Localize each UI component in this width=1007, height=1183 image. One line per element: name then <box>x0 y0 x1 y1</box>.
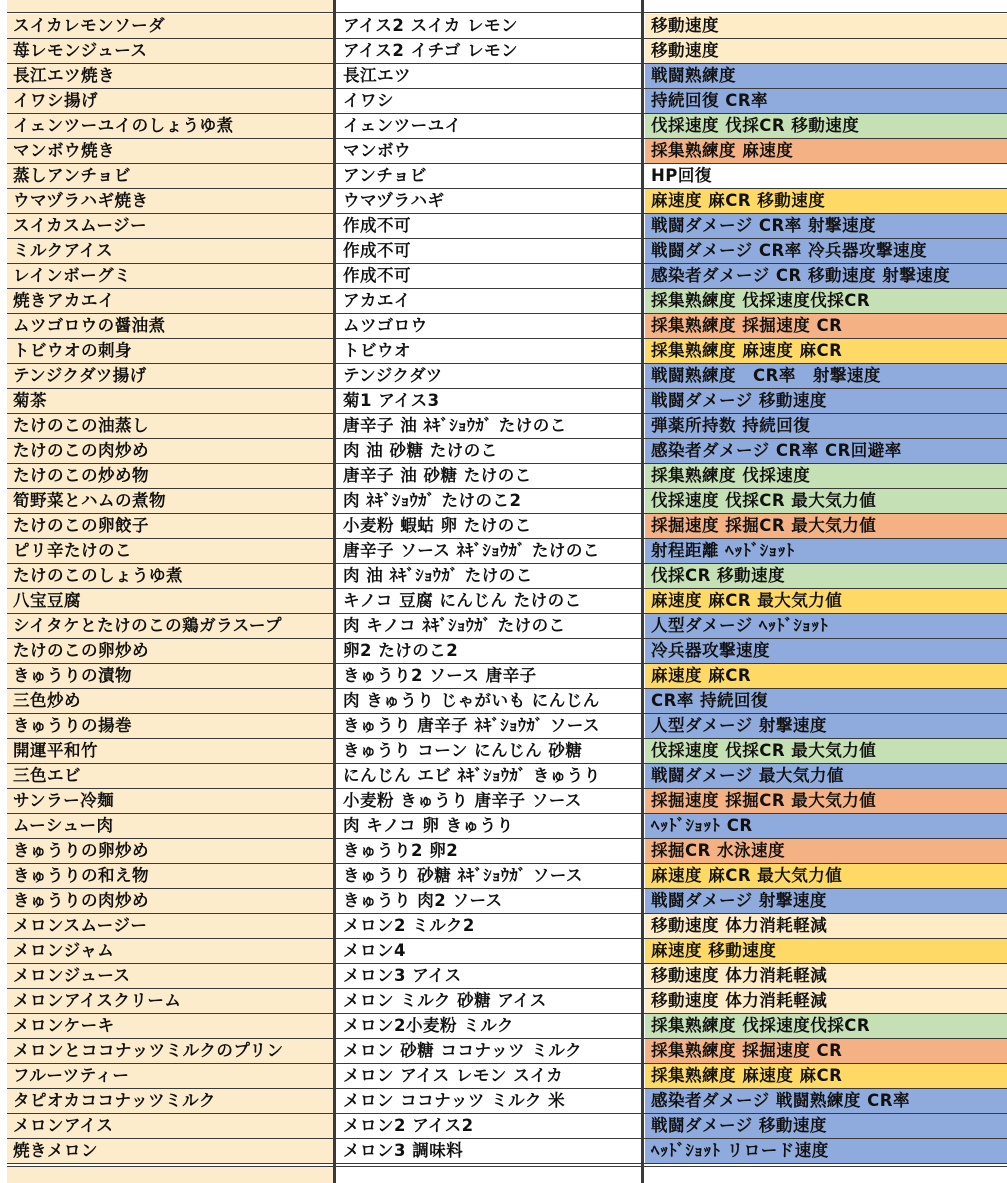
table-row <box>0 664 1007 689</box>
ingredients-cell[interactable]: 唐辛子 油 砂糖 たけのこ <box>337 464 641 488</box>
table-row <box>0 914 1007 939</box>
table-row <box>0 1114 1007 1139</box>
recipe-name-cell[interactable]: ウマヅラハギ焼き <box>7 189 333 213</box>
recipe-name-cell[interactable]: たけのこの卵炒め <box>7 639 333 663</box>
ingredients-cell[interactable]: 肉 きゅうり じゃがいも にんじん <box>337 689 641 713</box>
recipe-name-cell[interactable]: 苺レモンジュース <box>7 39 333 63</box>
table-row <box>0 489 1007 514</box>
recipe-name-cell[interactable]: きゅうりの卵炒め <box>7 839 333 863</box>
ingredients-cell[interactable]: にんじん エビ ﾈｷﾞｼｮｳｶﾞ きゅうり <box>337 764 641 788</box>
effect-cell[interactable]: 移動速度 <box>645 39 1007 63</box>
column-divider <box>333 0 336 1183</box>
ingredients-cell[interactable]: ムツゴロウ <box>337 314 641 338</box>
effect-cell[interactable]: 採集熟練度 麻速度 <box>645 139 1007 163</box>
recipe-name-cell[interactable]: 三色エビ <box>7 764 333 788</box>
recipe-name-cell[interactable]: タピオカココナッツミルク <box>7 1089 333 1113</box>
table-row <box>0 89 1007 114</box>
effect-cell[interactable]: 採掘CR 水泳速度 <box>645 839 1007 863</box>
table-row <box>0 264 1007 289</box>
recipe-name-cell[interactable]: レインボーグミ <box>7 264 333 288</box>
recipe-name-cell[interactable]: きゅうりの漬物 <box>7 664 333 688</box>
table-row <box>0 539 1007 564</box>
ingredients-cell[interactable]: 菊1 アイス3 <box>337 389 641 413</box>
effect-cell[interactable]: 持続回復 CR率 <box>645 89 1007 113</box>
effect-cell[interactable]: 採集熟練度 採掘速度 CR <box>645 314 1007 338</box>
recipe-name-cell[interactable]: たけのこの肉炒め <box>7 439 333 463</box>
effect-cell[interactable]: 移動速度 体力消耗軽減 <box>645 914 1007 938</box>
effect-cell[interactable]: 採掘速度 採掘CR 最大気力値 <box>645 514 1007 538</box>
recipe-name-cell[interactable]: スイカレモンソーダ <box>7 14 333 38</box>
effect-cell[interactable] <box>645 1167 1007 1183</box>
ingredients-cell[interactable]: きゅうり 唐辛子 ﾈｷﾞｼｮｳｶﾞ ソース <box>337 714 641 738</box>
ingredients-cell[interactable]: 作成不可 <box>337 239 641 263</box>
recipe-name-cell[interactable]: フルーツティー <box>7 1064 333 1088</box>
recipe-name-cell[interactable]: 筍野菜とハムの煮物 <box>7 489 333 513</box>
table-row <box>0 1064 1007 1089</box>
effect-cell[interactable]: 射程距離 ﾍｯﾄﾞｼｮｯﾄ <box>645 539 1007 563</box>
ingredients-cell[interactable]: イワシ <box>337 89 641 113</box>
recipe-name-cell[interactable]: 開運平和竹 <box>7 739 333 763</box>
ingredients-cell[interactable]: メロン アイス レモン スイカ <box>337 1064 641 1088</box>
effect-cell[interactable]: 採集熟練度 伐採速度伐採CR <box>645 1014 1007 1038</box>
recipe-name-cell[interactable]: メロンとココナッツミルクのプリン <box>7 1039 333 1063</box>
ingredients-cell[interactable]: きゅうり 砂糖 ﾈｷﾞｼｮｳｶﾞ ソース <box>337 864 641 888</box>
ingredients-cell[interactable]: メロン2 アイス2 <box>337 1114 641 1138</box>
effect-cell[interactable]: 採掘速度 採掘CR 最大気力値 <box>645 789 1007 813</box>
ingredients-cell[interactable]: きゅうり2 卵2 <box>337 839 641 863</box>
ingredients-cell[interactable]: 唐辛子 ソース ﾈｷﾞｼｮｳｶﾞ たけのこ <box>337 539 641 563</box>
table-row <box>0 239 1007 264</box>
table-row <box>0 839 1007 864</box>
table-row <box>0 389 1007 414</box>
ingredients-cell[interactable]: ウマヅラハギ <box>337 189 641 213</box>
ingredients-cell[interactable]: 肉 キノコ ﾈｷﾞｼｮｳｶﾞ たけのこ <box>337 614 641 638</box>
ingredients-cell[interactable]: メロン2小麦粉 ミルク <box>337 1014 641 1038</box>
table-row <box>0 289 1007 314</box>
recipe-name-cell[interactable]: イェンツーユイのしょうゆ煮 <box>7 114 333 138</box>
effect-cell[interactable]: 戦闘ダメージ CR率 冷兵器攻撃速度 <box>645 239 1007 263</box>
effect-cell[interactable]: 採集熟練度 麻速度 麻CR <box>645 1064 1007 1088</box>
effect-cell[interactable]: 戦闘熟練度 <box>645 64 1007 88</box>
table-row <box>0 339 1007 364</box>
table-row <box>0 64 1007 89</box>
effect-cell[interactable]: 感染者ダメージ 戦闘熟練度 CR率 <box>645 1089 1007 1113</box>
effect-cell[interactable]: 伐採CR 移動速度 <box>645 564 1007 588</box>
recipe-name-cell[interactable]: 三色炒め <box>7 689 333 713</box>
ingredients-cell[interactable]: 唐辛子 油 ﾈｷﾞｼｮｳｶﾞ たけのこ <box>337 414 641 438</box>
table-row <box>0 514 1007 539</box>
ingredients-cell[interactable]: メロン2 ミルク2 <box>337 914 641 938</box>
effect-cell[interactable]: HP回復 <box>645 164 1007 188</box>
table-row <box>0 939 1007 964</box>
recipe-name-cell[interactable]: きゅうりの肉炒め <box>7 889 333 913</box>
table-row <box>0 789 1007 814</box>
ingredients-cell[interactable]: メロン 砂糖 ココナッツ ミルク <box>337 1039 641 1063</box>
ingredients-cell[interactable]: きゅうり2 ソース 唐辛子 <box>337 664 641 688</box>
recipe-name-cell[interactable]: きゅうりの揚巻 <box>7 714 333 738</box>
ingredients-cell[interactable]: 作成不可 <box>337 264 641 288</box>
effect-cell[interactable]: 採集熟練度 伐採速度伐採CR <box>645 289 1007 313</box>
effect-cell[interactable]: 移動速度 体力消耗軽減 <box>645 989 1007 1013</box>
table-row <box>0 989 1007 1014</box>
recipe-name-cell[interactable]: メロンジュース <box>7 964 333 988</box>
recipe-name-cell[interactable]: きゅうりの和え物 <box>7 864 333 888</box>
table-row <box>0 689 1007 714</box>
effect-cell[interactable]: 麻速度 移動速度 <box>645 939 1007 963</box>
ingredients-cell[interactable]: 作成不可 <box>337 214 641 238</box>
effect-cell[interactable]: 採集熟練度 伐採速度 <box>645 464 1007 488</box>
effect-cell[interactable]: 冷兵器攻撃速度 <box>645 639 1007 663</box>
table-row <box>0 764 1007 789</box>
table-row <box>0 639 1007 664</box>
effect-cell[interactable]: 伐採速度 伐採CR 最大気力値 <box>645 739 1007 763</box>
ingredients-cell[interactable]: きゅうり コーン にんじん 砂糖 <box>337 739 641 763</box>
table-row <box>0 464 1007 489</box>
effect-cell[interactable]: 採集熟練度 採掘速度 CR <box>645 1039 1007 1063</box>
ingredients-cell[interactable]: 卵2 たけのこ2 <box>337 639 641 663</box>
recipe-name-cell[interactable]: メロンジャム <box>7 939 333 963</box>
ingredients-cell[interactable]: アンチョビ <box>337 164 641 188</box>
ingredients-cell[interactable]: アイス2 スイカ レモン <box>337 14 641 38</box>
ingredients-cell[interactable]: アイス2 イチゴ レモン <box>337 39 641 63</box>
recipe-name-cell[interactable]: たけのこの卵餃子 <box>7 514 333 538</box>
ingredients-cell[interactable]: マンボウ <box>337 139 641 163</box>
ingredients-cell[interactable] <box>337 0 641 12</box>
recipe-name-cell[interactable]: トビウオの刺身 <box>7 339 333 363</box>
recipe-name-cell[interactable]: ムツゴロウの醤油煮 <box>7 314 333 338</box>
recipe-name-cell[interactable]: 蒸しアンチョビ <box>7 164 333 188</box>
effect-cell[interactable]: 弾薬所持数 持続回復 <box>645 414 1007 438</box>
table-row <box>0 1139 1007 1164</box>
effect-cell[interactable]: 麻速度 麻CR 最大気力値 <box>645 864 1007 888</box>
recipe-name-cell[interactable]: テンジクダツ揚げ <box>7 364 333 388</box>
table-row <box>0 589 1007 614</box>
effect-cell[interactable]: 戦闘ダメージ 最大気力値 <box>645 764 1007 788</box>
ingredients-cell[interactable]: メロン ミルク 砂糖 アイス <box>337 989 641 1013</box>
effect-cell[interactable]: 戦闘ダメージ 移動速度 <box>645 1114 1007 1138</box>
table-row <box>0 1039 1007 1064</box>
left-margin <box>0 0 7 1183</box>
recipe-name-cell[interactable]: ピリ辛たけのこ <box>7 539 333 563</box>
table-row <box>0 314 1007 339</box>
recipe-name-cell[interactable]: スイカスムージー <box>7 214 333 238</box>
recipe-name-cell[interactable]: たけのこのしょうゆ煮 <box>7 564 333 588</box>
table-row <box>0 364 1007 389</box>
recipe-name-cell[interactable]: たけのこの油蒸し <box>7 414 333 438</box>
ingredients-cell[interactable] <box>337 1167 641 1183</box>
table-row <box>0 564 1007 589</box>
effect-cell[interactable]: 戦闘ダメージ 射撃速度 <box>645 889 1007 913</box>
ingredients-cell[interactable]: 肉 油 ﾈｷﾞｼｮｳｶﾞ たけのこ <box>337 564 641 588</box>
effect-cell[interactable]: 人型ダメージ 射撃速度 <box>645 714 1007 738</box>
effect-cell[interactable]: 移動速度 体力消耗軽減 <box>645 964 1007 988</box>
table-row <box>0 189 1007 214</box>
recipe-name-cell[interactable]: サンラー冷麺 <box>7 789 333 813</box>
ingredients-cell[interactable]: 肉 ﾈｷﾞｼｮｳｶﾞ たけのこ2 <box>337 489 641 513</box>
partial-row-bottom <box>0 1166 1007 1183</box>
effect-cell[interactable]: 戦闘ダメージ 移動速度 <box>645 389 1007 413</box>
effect-cell[interactable]: 麻速度 麻CR 移動速度 <box>645 189 1007 213</box>
effect-cell[interactable]: 感染者ダメージ CR率 CR回避率 <box>645 439 1007 463</box>
effect-cell[interactable]: 戦闘ダメージ CR率 射撃速度 <box>645 214 1007 238</box>
recipe-name-cell[interactable]: メロンアイス <box>7 1114 333 1138</box>
table-row <box>0 714 1007 739</box>
ingredients-cell[interactable]: メロン3 調味料 <box>337 1139 641 1163</box>
effect-cell[interactable]: 戦闘熟練度 CR率 射撃速度 <box>645 364 1007 388</box>
recipe-name-cell[interactable]: メロンアイスクリーム <box>7 989 333 1013</box>
recipe-name-cell[interactable]: マンボウ焼き <box>7 139 333 163</box>
ingredients-cell[interactable]: 肉 油 砂糖 たけのこ <box>337 439 641 463</box>
recipe-name-cell[interactable]: 焼きメロン <box>7 1139 333 1163</box>
ingredients-cell[interactable]: きゅうり 肉2 ソース <box>337 889 641 913</box>
table-row <box>0 814 1007 839</box>
ingredients-cell[interactable]: 小麦粉 蝦蛄 卵 たけのこ <box>337 514 641 538</box>
recipe-name-cell[interactable]: イワシ揚げ <box>7 89 333 113</box>
recipe-name-cell[interactable]: シイタケとたけのこの鶏ガラスープ <box>7 614 333 638</box>
ingredients-cell[interactable]: 小麦粉 きゅうり 唐辛子 ソース <box>337 789 641 813</box>
effect-cell[interactable]: 移動速度 <box>645 14 1007 38</box>
recipe-name-cell[interactable]: 八宝豆腐 <box>7 589 333 613</box>
table-row <box>0 14 1007 39</box>
recipe-name-cell[interactable]: ムーシュー肉 <box>7 814 333 838</box>
recipe-name-cell[interactable]: メロンケーキ <box>7 1014 333 1038</box>
ingredients-cell[interactable]: 肉 キノコ 卵 きゅうり <box>337 814 641 838</box>
ingredients-cell[interactable]: メロン ココナッツ ミルク 米 <box>337 1089 641 1113</box>
recipe-name-cell[interactable]: 長江エツ焼き <box>7 64 333 88</box>
effect-cell[interactable] <box>645 0 1007 12</box>
ingredients-cell[interactable]: テンジクダツ <box>337 364 641 388</box>
table-row <box>0 964 1007 989</box>
recipe-name-cell[interactable]: 焼きアカエイ <box>7 289 333 313</box>
table-row <box>0 414 1007 439</box>
effect-cell[interactable]: ﾍｯﾄﾞｼｮｯﾄ CR <box>645 814 1007 838</box>
table-row <box>0 214 1007 239</box>
effect-cell[interactable]: CR率 持続回復 <box>645 689 1007 713</box>
table-row <box>0 439 1007 464</box>
ingredients-cell[interactable]: トビウオ <box>337 339 641 363</box>
ingredients-cell[interactable]: メロン4 <box>337 939 641 963</box>
name-cell[interactable] <box>7 0 333 12</box>
effect-cell[interactable]: 麻速度 麻CR <box>645 664 1007 688</box>
table-row <box>0 864 1007 889</box>
table-row <box>0 164 1007 189</box>
recipe-name-cell[interactable]: 菊茶 <box>7 389 333 413</box>
effect-cell[interactable]: 採集熟練度 麻速度 麻CR <box>645 339 1007 363</box>
effect-cell[interactable]: 人型ダメージ ﾍｯﾄﾞｼｮｯﾄ <box>645 614 1007 638</box>
partial-row-top <box>0 0 1007 13</box>
table-row <box>0 739 1007 764</box>
table-row <box>0 1089 1007 1114</box>
effect-cell[interactable]: ﾍｯﾄﾞｼｮｯﾄ リロード速度 <box>645 1139 1007 1163</box>
table-row <box>0 39 1007 64</box>
table-row <box>0 139 1007 164</box>
ingredients-cell[interactable]: 長江エツ <box>337 64 641 88</box>
recipe-name-cell[interactable]: メロンスムージー <box>7 914 333 938</box>
effect-cell[interactable]: 麻速度 麻CR 最大気力値 <box>645 589 1007 613</box>
ingredients-cell[interactable]: メロン3 アイス <box>337 964 641 988</box>
table-row <box>0 889 1007 914</box>
table-row <box>0 1014 1007 1039</box>
name-cell[interactable] <box>7 1167 333 1183</box>
recipe-name-cell[interactable]: ミルクアイス <box>7 239 333 263</box>
column-divider <box>641 0 644 1183</box>
table-row <box>0 114 1007 139</box>
effect-cell[interactable]: 感染者ダメージ CR 移動速度 射撃速度 <box>645 264 1007 288</box>
table-row <box>0 614 1007 639</box>
recipe-name-cell[interactable]: たけのこの炒め物 <box>7 464 333 488</box>
ingredients-cell[interactable]: イェンツーユイ <box>337 114 641 138</box>
effect-cell[interactable]: 伐採速度 伐採CR 最大気力値 <box>645 489 1007 513</box>
ingredients-cell[interactable]: アカエイ <box>337 289 641 313</box>
effect-cell[interactable]: 伐採速度 伐採CR 移動速度 <box>645 114 1007 138</box>
ingredients-cell[interactable]: キノコ 豆腐 にんじん たけのこ <box>337 589 641 613</box>
